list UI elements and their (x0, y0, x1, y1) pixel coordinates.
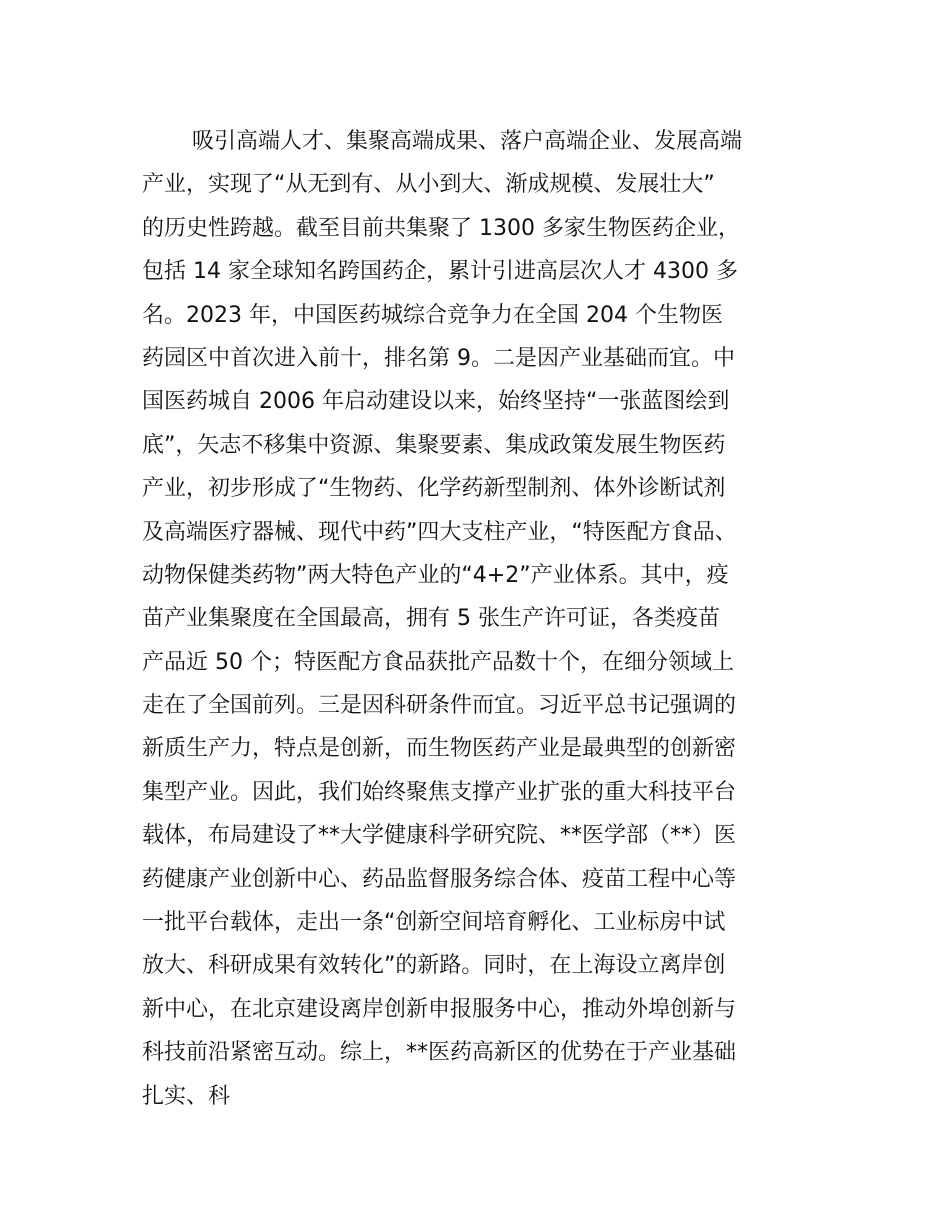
text-line: 载体，布局建设了**大学健康科学研究院、**医学部（**）医 (142, 823, 737, 849)
text-line: 药园区中首次进入前十，排名第 9。二是因产业基础而宜。中 (142, 345, 735, 371)
text-line: 及高端医疗器械、现代中药”四大支柱产业，“特医配方食品、 (142, 519, 737, 545)
text-line: 苗产业集聚度在全国最高，拥有 5 张生产许可证，各类疫苗 (142, 606, 720, 632)
text-line: 一批平台载体，走出一条“创新空间培育孵化、工业标房中试 (142, 910, 726, 936)
text-line: 包括 14 家全球知名跨国药企，累计引进高层次人才 4300 多 (142, 259, 738, 285)
text-line: 新质生产力，特点是创新，而生物医药产业是最典型的创新密 (142, 736, 737, 762)
text-line: 产业，实现了“从无到有、从小到大、渐成规模、发展壮大” (142, 172, 715, 198)
text-line: 吸引高端人才、集聚高端成果、落户高端企业、发展高端 (192, 129, 743, 154)
text-line: 扎实、科 (142, 1083, 231, 1109)
text-line: 的历史性跨越。截至目前共集聚了 1300 多家生物医药企业， (142, 215, 740, 241)
text-line: 药健康产业创新中心、药品监督服务综合体、疫苗工程中心等 (142, 866, 737, 892)
text-line: 集型产业。因此，我们始终聚焦支撑产业扩张的重大科技平台 (142, 779, 737, 805)
text-line: 国医药城自 2006 年启动建设以来，始终坚持“一张蓝图绘到 (142, 389, 730, 415)
text-line: 放大、科研成果有效转化”的新路。同时，在上海设立离岸创 (142, 953, 726, 979)
text-line: 新中心，在北京建设离岸创新申报服务中心，推动外埠创新与 (142, 996, 737, 1022)
text-line: 动物保健类药物”两大特色产业的“4+2”产业体系。其中，疫 (142, 562, 729, 588)
text-line: 名。2023 年，中国医药城综合竞争力在全国 204 个生物医 (142, 302, 723, 328)
text-line: 科技前沿紧密互动。综上，**医药高新区的优势在于产业基础 (142, 1040, 737, 1066)
text-line: 走在了全国前列。三是因科研条件而宜。习近平总书记强调的 (142, 693, 737, 719)
text-line: 产品近 50 个；特医配方食品获批产品数十个，在细分领域上 (142, 649, 734, 675)
body-paragraph (142, 120, 822, 1118)
text-line: 产业，初步形成了“生物药、化学药新型制剂、体外诊断试剂 (142, 476, 726, 502)
text-line: 底”，矢志不移集中资源、集聚要素、集成政策发展生物医药 (142, 432, 726, 458)
